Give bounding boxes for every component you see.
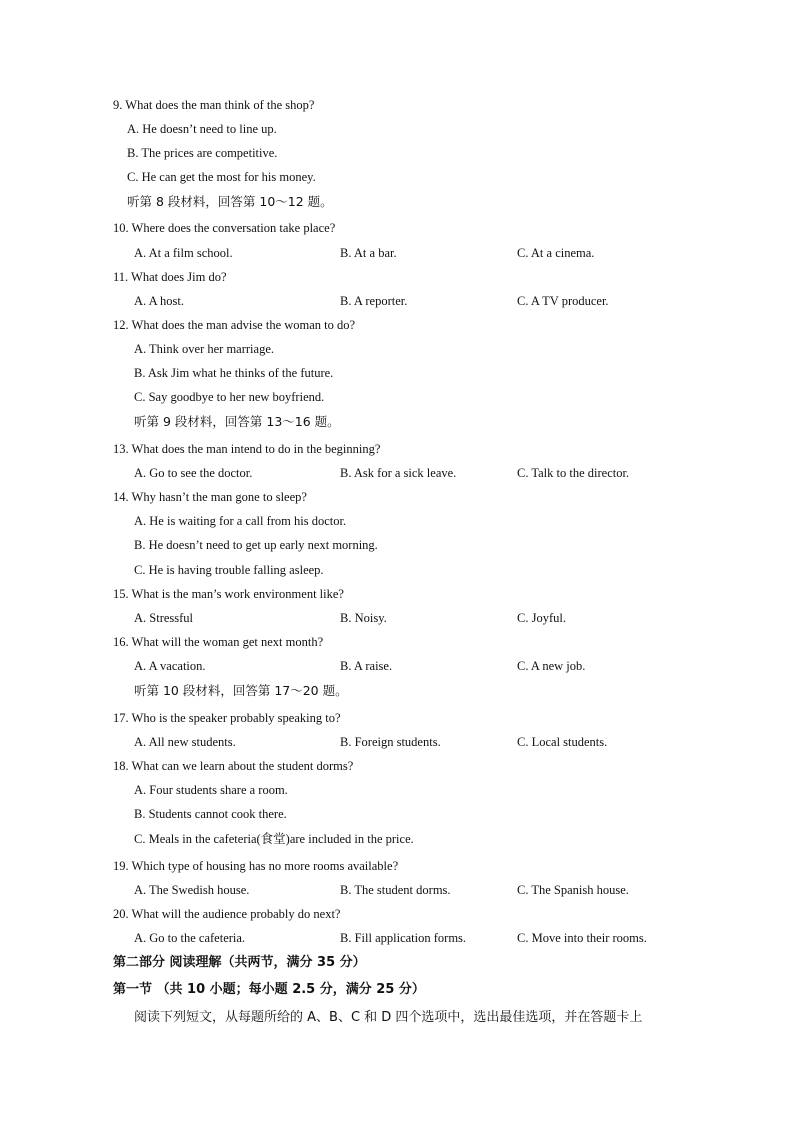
question-16-option-b: B. A raise. bbox=[340, 659, 393, 673]
question-19-option-b: B. The student dorms. bbox=[340, 883, 451, 897]
question-14-option-a: A. He is waiting for a call from his doctor. bbox=[134, 514, 347, 528]
question-18-option-b: B. Students cannot cook there. bbox=[134, 807, 287, 821]
question-12-stem: 12. What does the man advise the woman to do? bbox=[113, 318, 356, 332]
question-13-option-a: A. Go to see the doctor. bbox=[134, 466, 253, 480]
question-20-option-c: C. Move into their rooms. bbox=[517, 931, 647, 945]
question-11-option-b: B. A reporter. bbox=[340, 294, 408, 308]
question-17-stem: 17. Who is the speaker probably speaking to? bbox=[113, 711, 341, 725]
question-17-option-b: B. Foreign students. bbox=[340, 735, 441, 749]
part-2-heading: 第二部分 阅读理解（共两节，满分 35 分） bbox=[113, 955, 366, 970]
question-14-option-c: C. He is having trouble falling asleep. bbox=[134, 563, 324, 577]
question-20-option-b: B. Fill application forms. bbox=[340, 931, 467, 945]
section-9-instruction: 听第 9 段材料，回答第 13～16 题。 bbox=[134, 414, 340, 429]
question-19-option-c: C. The Spanish house. bbox=[517, 883, 629, 897]
question-10-stem: 10. Where does the conversation take place? bbox=[113, 221, 336, 235]
section-10-instruction: 听第 10 段材料，回答第 17～20 题。 bbox=[134, 683, 348, 698]
question-15-option-b: B. Noisy. bbox=[340, 611, 387, 625]
question-10-option-b: B. At a bar. bbox=[340, 246, 397, 260]
question-12-option-b: B. Ask Jim what he thinks of the future. bbox=[134, 366, 334, 380]
question-16-stem: 16. What will the woman get next month? bbox=[113, 635, 324, 649]
question-9-stem: 9. What does the man think of the shop? bbox=[113, 98, 315, 112]
reading-instruction: 阅读下列短文，从每题所给的 A、B、C 和 D 四个选项中，选出最佳选项，并在答题卡上 bbox=[134, 1010, 643, 1025]
question-9-option-c: C. He can get the most for his money. bbox=[127, 170, 316, 184]
question-11-option-c: C. A TV producer. bbox=[517, 294, 609, 308]
question-14-option-b: B. He doesn’t need to get up early next morning. bbox=[134, 538, 378, 552]
question-12-option-a: A. Think over her marriage. bbox=[134, 342, 274, 356]
question-9-option-b: B. The prices are competitive. bbox=[127, 146, 278, 160]
question-17-option-c: C. Local students. bbox=[517, 735, 608, 749]
question-19-stem: 19. Which type of housing has no more rooms available? bbox=[113, 859, 399, 873]
question-13-stem: 13. What does the man intend to do in the beginning? bbox=[113, 442, 381, 456]
question-18-stem: 18. What can we learn about the student dorms? bbox=[113, 759, 354, 773]
question-18-option-c: C. Meals in the cafeteria(食堂)are included in the price. bbox=[134, 832, 414, 846]
section-8-instruction: 听第 8 段材料，回答第 10～12 题。 bbox=[127, 194, 333, 209]
question-10-option-a: A. At a film school. bbox=[134, 246, 233, 260]
question-16-option-c: C. A new job. bbox=[517, 659, 586, 673]
question-11-stem: 11. What does Jim do? bbox=[113, 270, 227, 284]
question-15-option-c: C. Joyful. bbox=[517, 611, 566, 625]
question-17-option-a: A. All new students. bbox=[134, 735, 236, 749]
question-20-stem: 20. What will the audience probably do next? bbox=[113, 907, 341, 921]
question-13-option-b: B. Ask for a sick leave. bbox=[340, 466, 457, 480]
question-19-option-a: A. The Swedish house. bbox=[134, 883, 250, 897]
question-13-option-c: C. Talk to the director. bbox=[517, 466, 630, 480]
question-12-option-c: C. Say goodbye to her new boyfriend. bbox=[134, 390, 325, 404]
question-9-option-a: A. He doesn’t need to line up. bbox=[127, 122, 277, 136]
question-14-stem: 14. Why hasn’t the man gone to sleep? bbox=[113, 490, 307, 504]
section-1-heading: 第一节 （共 10 小题；每小题 2.5 分，满分 25 分） bbox=[113, 982, 425, 997]
question-10-option-c: C. At a cinema. bbox=[517, 246, 595, 260]
question-20-option-a: A. Go to the cafeteria. bbox=[134, 931, 246, 945]
question-18-option-a: A. Four students share a room. bbox=[134, 783, 288, 797]
question-15-stem: 15. What is the man’s work environment like? bbox=[113, 587, 344, 601]
question-15-option-a: A. Stressful bbox=[134, 611, 194, 625]
question-16-option-a: A. A vacation. bbox=[134, 659, 206, 673]
question-11-option-a: A. A host. bbox=[134, 294, 185, 308]
